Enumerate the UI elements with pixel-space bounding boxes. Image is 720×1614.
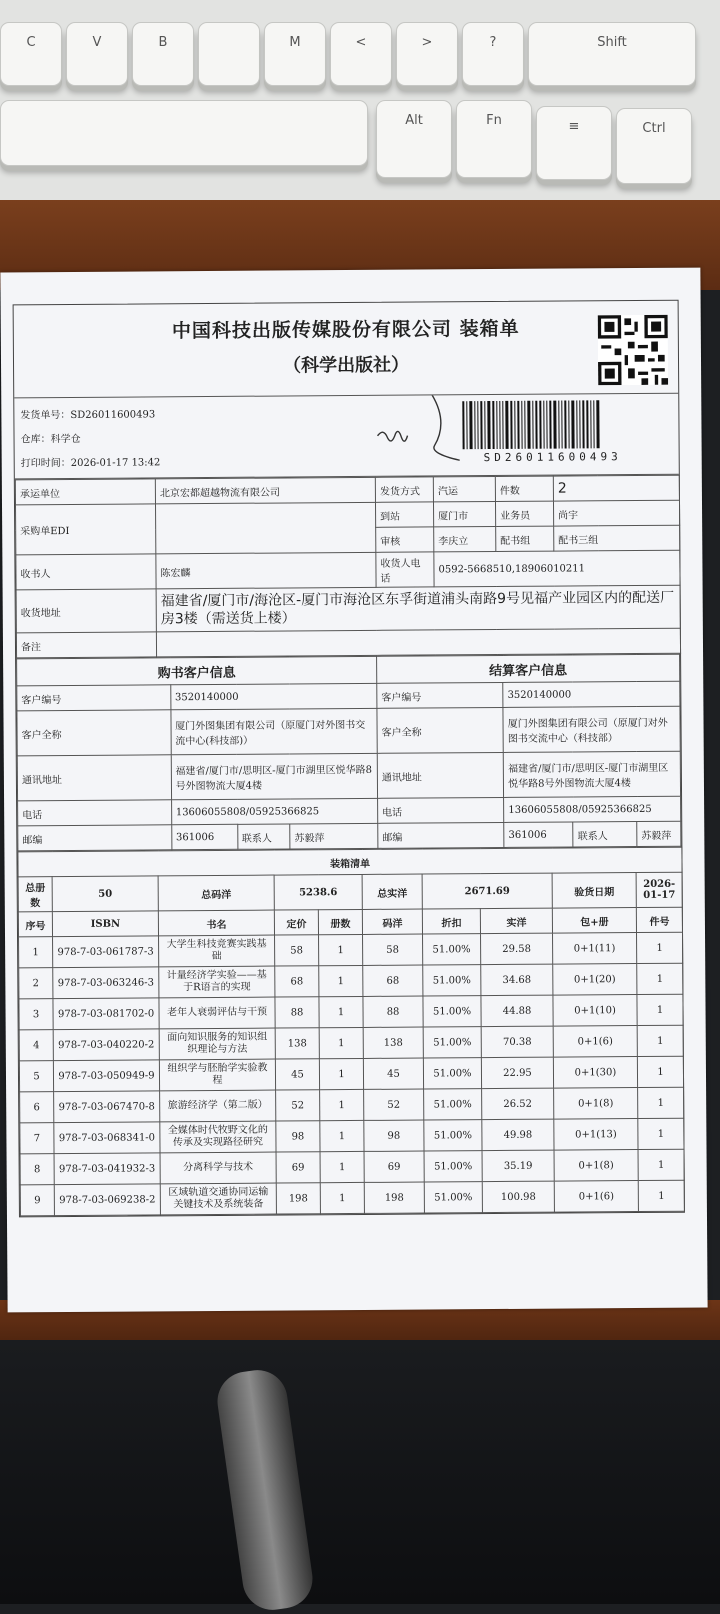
- key-space: [0, 100, 368, 166]
- barcode-text: SD26011600493: [483, 450, 622, 465]
- warehouse-line: [20, 430, 80, 445]
- column-header: 书名: [158, 910, 274, 936]
- cell-qty: 1: [319, 934, 363, 965]
- address: 福建省/厦门市/海沧区-厦门市海沧区东孚街道浦头南路9号见福产业园区内的配送厂房3楼（需送货上楼）: [156, 585, 680, 632]
- reviewer: 李庆立: [434, 527, 496, 552]
- cell-disc: 51.00%: [424, 1089, 482, 1120]
- key-period: >: [396, 22, 458, 86]
- cell-qty: 1: [320, 1182, 364, 1213]
- cell-qty: 1: [319, 1027, 363, 1058]
- table-row: [20, 1149, 684, 1185]
- cell-name: 区域轨道交通协同运输关键技术及系统装备: [160, 1183, 276, 1215]
- cell-qty: 1: [320, 1120, 364, 1151]
- cell-disc: 51.00%: [423, 965, 481, 996]
- key-fn: Fn: [456, 100, 532, 178]
- buyer-section-title: 购书客户信息: [17, 656, 377, 686]
- table-row: [20, 1118, 684, 1154]
- shipment-no-label: 发货单号：: [20, 409, 71, 422]
- table-row: [20, 1087, 684, 1123]
- cell-name: 大学生科技竞赛实践基础: [159, 935, 275, 967]
- column-header: 折扣: [422, 909, 480, 934]
- total-price: 5238.6: [274, 874, 362, 910]
- packing-slip: [13, 300, 685, 1218]
- recipient: 陈宏麟: [156, 552, 376, 589]
- cell-price: 58: [275, 935, 319, 966]
- cell-pack: 0+1(8): [554, 1150, 638, 1182]
- total-price-label: 总码洋: [158, 875, 274, 911]
- cell-net: 26.52: [482, 1088, 554, 1120]
- station: 厦门市: [433, 502, 495, 527]
- warehouse-label: 仓库：: [20, 434, 51, 446]
- cell-disc: 51.00%: [423, 1058, 481, 1089]
- buyer-phone-label: 电话: [18, 800, 172, 826]
- cell-net: 29.58: [481, 933, 553, 965]
- cell-no: 3: [19, 999, 53, 1030]
- total-books-label: 总册数: [18, 877, 52, 912]
- buyer-contact: 苏毅萍: [290, 823, 378, 849]
- shipment-no: SD26011600493: [70, 409, 156, 421]
- cell-net: 22.95: [481, 1057, 553, 1089]
- key-menu: ≡: [536, 106, 612, 180]
- buyer-zip: 361006: [171, 824, 237, 849]
- cell-qty: 1: [319, 965, 363, 996]
- key-shift: Shift: [528, 22, 696, 86]
- team-label: 配书组: [496, 526, 554, 551]
- cell-piece: 1: [638, 1180, 684, 1211]
- pieces: 2: [553, 475, 679, 501]
- cell-list: 69: [364, 1151, 424, 1182]
- packing-list-table: [17, 847, 685, 1217]
- cell-disc: 51.00%: [423, 996, 481, 1027]
- cell-no: 9: [20, 1185, 54, 1216]
- total-actual: 2671.69: [422, 873, 552, 909]
- cell-no: 2: [19, 968, 53, 999]
- cell-list: 198: [364, 1182, 424, 1213]
- buyer-phone: 13606055808/05925366825: [171, 798, 377, 824]
- shipment-no-line: [20, 405, 155, 421]
- cell-disc: 51.00%: [423, 1027, 481, 1058]
- floor: [0, 1340, 720, 1604]
- cell-list: 68: [363, 965, 423, 996]
- team: 配书三组: [554, 525, 680, 551]
- recipient-phone-label: 收货人电话: [376, 552, 434, 587]
- buyer-addr-label: 通讯地址: [17, 755, 171, 801]
- cell-piece: 1: [637, 1025, 683, 1056]
- cell-qty: 1: [319, 1058, 363, 1089]
- table-row: [19, 1056, 683, 1092]
- key-comma: <: [330, 22, 392, 86]
- cell-price: 138: [275, 1028, 319, 1059]
- cell-piece: 1: [638, 1118, 684, 1149]
- station-label: 到站: [375, 502, 433, 527]
- cell-isbn: 978-7-03-081702-0: [53, 998, 159, 1030]
- table-row: [19, 963, 683, 999]
- table-row: [20, 1180, 684, 1216]
- cell-pack: 0+1(6): [553, 1026, 637, 1058]
- key-v: V: [66, 22, 128, 86]
- key-n: [198, 22, 260, 86]
- key-ctrl: Ctrl: [616, 108, 692, 184]
- remark: [156, 628, 680, 657]
- cell-list: 138: [363, 1027, 423, 1058]
- salesman: 尚宇: [553, 500, 679, 526]
- cell-net: 35.19: [482, 1150, 554, 1182]
- cell-qty: 1: [320, 1151, 364, 1182]
- buyer-addr: 福建省/厦门市/思明区-厦门市湖里区悦华路8号外图物流大厦4楼: [171, 753, 378, 799]
- column-header: 包+册: [552, 908, 636, 934]
- cell-net: 100.98: [482, 1181, 554, 1213]
- buyer-zip-label: 邮编: [18, 825, 172, 851]
- settle-contact: 苏毅萍: [637, 821, 681, 846]
- cell-net: 44.88: [481, 995, 553, 1027]
- cell-pack: 0+1(30): [553, 1057, 637, 1089]
- review-label: 审核: [376, 527, 434, 552]
- cell-qty: 1: [319, 996, 363, 1027]
- table-row: [19, 994, 683, 1030]
- remark-label: 备注: [16, 632, 156, 658]
- check-date-label: 验货日期: [552, 873, 636, 909]
- cell-isbn: 978-7-03-061787-3: [53, 936, 159, 968]
- cell-no: 6: [20, 1092, 54, 1123]
- cell-isbn: 978-7-03-040220-2: [53, 1029, 159, 1061]
- key-slash: ?: [462, 22, 524, 86]
- cell-name: 分离科学与技术: [160, 1152, 276, 1184]
- carrier-label: 承运单位: [15, 479, 155, 505]
- qr-code-icon: [598, 315, 668, 385]
- customer-table: [16, 654, 681, 852]
- cell-list: 98: [364, 1120, 424, 1151]
- cell-disc: 51.00%: [424, 1182, 482, 1213]
- check-date: 2026-01-17: [636, 872, 682, 907]
- print-time-line: [21, 453, 161, 469]
- cell-name: 组织学与胚胎学实验教程: [159, 1059, 275, 1091]
- cell-no: 8: [20, 1154, 54, 1185]
- print-time-label: 打印时间：: [20, 457, 71, 470]
- key-b: B: [132, 22, 194, 86]
- column-header: ISBN: [52, 911, 158, 937]
- pieces-label: 件数: [495, 476, 553, 501]
- cell-disc: 51.00%: [423, 934, 481, 965]
- buyer-no: 3520140000: [170, 683, 376, 709]
- key-c: C: [0, 22, 62, 86]
- cell-isbn: 978-7-03-050949-9: [53, 1060, 159, 1092]
- buyer-name: 厦门外图集团有限公司（原厦门对外图书交流中心(科技部)）: [171, 708, 378, 754]
- cell-no: 7: [20, 1123, 54, 1154]
- ship-method: 汽运: [433, 477, 495, 502]
- cell-no: 4: [19, 1030, 53, 1061]
- cell-qty: 1: [320, 1089, 364, 1120]
- settle-name: 厦门外图集团有限公司（原厦门对外图书交流中心（科技部）: [503, 706, 680, 752]
- recipient-phone: 0592-5668510,18906010211: [434, 550, 680, 587]
- settle-phone-label: 电话: [378, 797, 504, 823]
- settle-contact-label: 联系人: [573, 822, 637, 847]
- settle-no: 3520140000: [503, 681, 680, 707]
- cell-price: 52: [276, 1090, 320, 1121]
- cell-piece: 1: [637, 932, 683, 963]
- cell-isbn: 978-7-03-063246-3: [53, 967, 159, 999]
- cell-net: 70.38: [481, 1026, 553, 1058]
- cell-list: 58: [363, 934, 423, 965]
- keyboard: [0, 0, 720, 215]
- column-header: 件号: [636, 907, 682, 932]
- packing-section-title: 装箱清单: [18, 847, 682, 877]
- cell-disc: 51.00%: [424, 1151, 482, 1182]
- cell-isbn: 978-7-03-069238-2: [54, 1184, 160, 1216]
- po-label: 采购单EDI: [16, 504, 156, 555]
- cell-piece: 1: [637, 1056, 683, 1087]
- cell-price: 69: [276, 1152, 320, 1183]
- document-subtitle: （科学出版社）: [282, 354, 410, 377]
- cell-net: 49.98: [482, 1119, 554, 1151]
- buyer-no-label: 客户编号: [17, 685, 171, 711]
- cell-piece: 1: [638, 1149, 684, 1180]
- cell-list: 88: [363, 996, 423, 1027]
- settle-section-title: 结算客户信息: [377, 654, 680, 683]
- settle-zip: 361006: [504, 822, 573, 847]
- cell-price: 88: [275, 997, 319, 1028]
- packing-rows: [19, 932, 685, 1216]
- column-header: 册数: [318, 909, 362, 934]
- cell-pack: 0+1(20): [553, 964, 637, 996]
- cell-list: 45: [363, 1058, 423, 1089]
- cell-price: 98: [276, 1121, 320, 1152]
- key-alt: Alt: [376, 100, 452, 178]
- settle-no-label: 客户编号: [377, 682, 503, 708]
- cell-net: 34.68: [481, 964, 553, 996]
- cell-isbn: 978-7-03-068341-0: [54, 1122, 160, 1154]
- warehouse: 科学仓: [50, 433, 81, 446]
- packing-slip-paper: [0, 268, 707, 1313]
- table-row: [19, 1025, 683, 1061]
- salesman-label: 业务员: [495, 501, 553, 526]
- total-books: 50: [52, 876, 158, 912]
- cell-pack: 0+1(11): [553, 933, 637, 965]
- cell-name: 旅游经济学（第二版）: [160, 1090, 276, 1122]
- cell-price: 45: [275, 1059, 319, 1090]
- cell-price: 68: [275, 966, 319, 997]
- cell-pack: 0+1(13): [554, 1119, 638, 1151]
- shipment-info: [14, 394, 679, 480]
- title-area: [14, 301, 679, 399]
- total-actual-label: 总实洋: [362, 874, 422, 909]
- cell-piece: 1: [637, 994, 683, 1025]
- column-header: 序号: [18, 912, 52, 937]
- cell-no: 1: [19, 937, 53, 968]
- cell-price: 198: [276, 1183, 320, 1214]
- cell-isbn: 978-7-03-067470-8: [54, 1091, 160, 1123]
- column-header: 码洋: [362, 909, 422, 934]
- column-header: 定价: [274, 910, 318, 935]
- cell-piece: 1: [638, 1087, 684, 1118]
- settle-phone: 13606055808/05925366825: [504, 796, 681, 822]
- key-m: M: [264, 22, 326, 86]
- shipment-table: [15, 475, 681, 659]
- cell-pack: 0+1(10): [553, 995, 637, 1027]
- table-row: [19, 932, 683, 968]
- settle-addr: 福建省/厦门市/思明区-厦门市湖里区悦华路8号外图物流大厦4楼: [503, 751, 680, 797]
- document-title: 中国科技出版传媒股份有限公司 装箱单: [171, 317, 520, 343]
- settle-zip-label: 邮编: [378, 822, 504, 848]
- buyer-name-label: 客户全称: [17, 710, 171, 756]
- recipient-label: 收书人: [16, 554, 156, 590]
- print-time: 2026-01-17 13:42: [70, 457, 161, 469]
- barcode-icon: [462, 400, 642, 449]
- address-label: 收货地址: [16, 589, 156, 633]
- ship-method-label: 发货方式: [375, 477, 433, 502]
- cell-piece: 1: [637, 963, 683, 994]
- carrier: 北京宏都超越物流有限公司: [155, 477, 375, 504]
- po-value: [155, 502, 375, 554]
- settle-name-label: 客户全称: [377, 707, 504, 753]
- cell-name: 老年人衰弱评估与干预: [159, 997, 275, 1029]
- cell-pack: 0+1(8): [554, 1088, 638, 1120]
- cell-name: 全媒体时代牧野文化的传承及实现路径研究: [160, 1121, 276, 1153]
- cell-no: 5: [19, 1061, 53, 1092]
- settle-addr-label: 通讯地址: [377, 752, 504, 798]
- cell-name: 计量经济学实验——基于R语言的实现: [159, 966, 275, 998]
- buyer-contact-label: 联系人: [237, 824, 290, 849]
- column-header: 实洋: [480, 908, 552, 934]
- cell-pack: 0+1(6): [554, 1181, 638, 1213]
- cell-isbn: 978-7-03-041932-3: [54, 1153, 160, 1185]
- cell-disc: 51.00%: [424, 1120, 482, 1151]
- cell-name: 面向知识服务的知识组织理论与方法: [159, 1028, 275, 1060]
- cell-list: 52: [364, 1089, 424, 1120]
